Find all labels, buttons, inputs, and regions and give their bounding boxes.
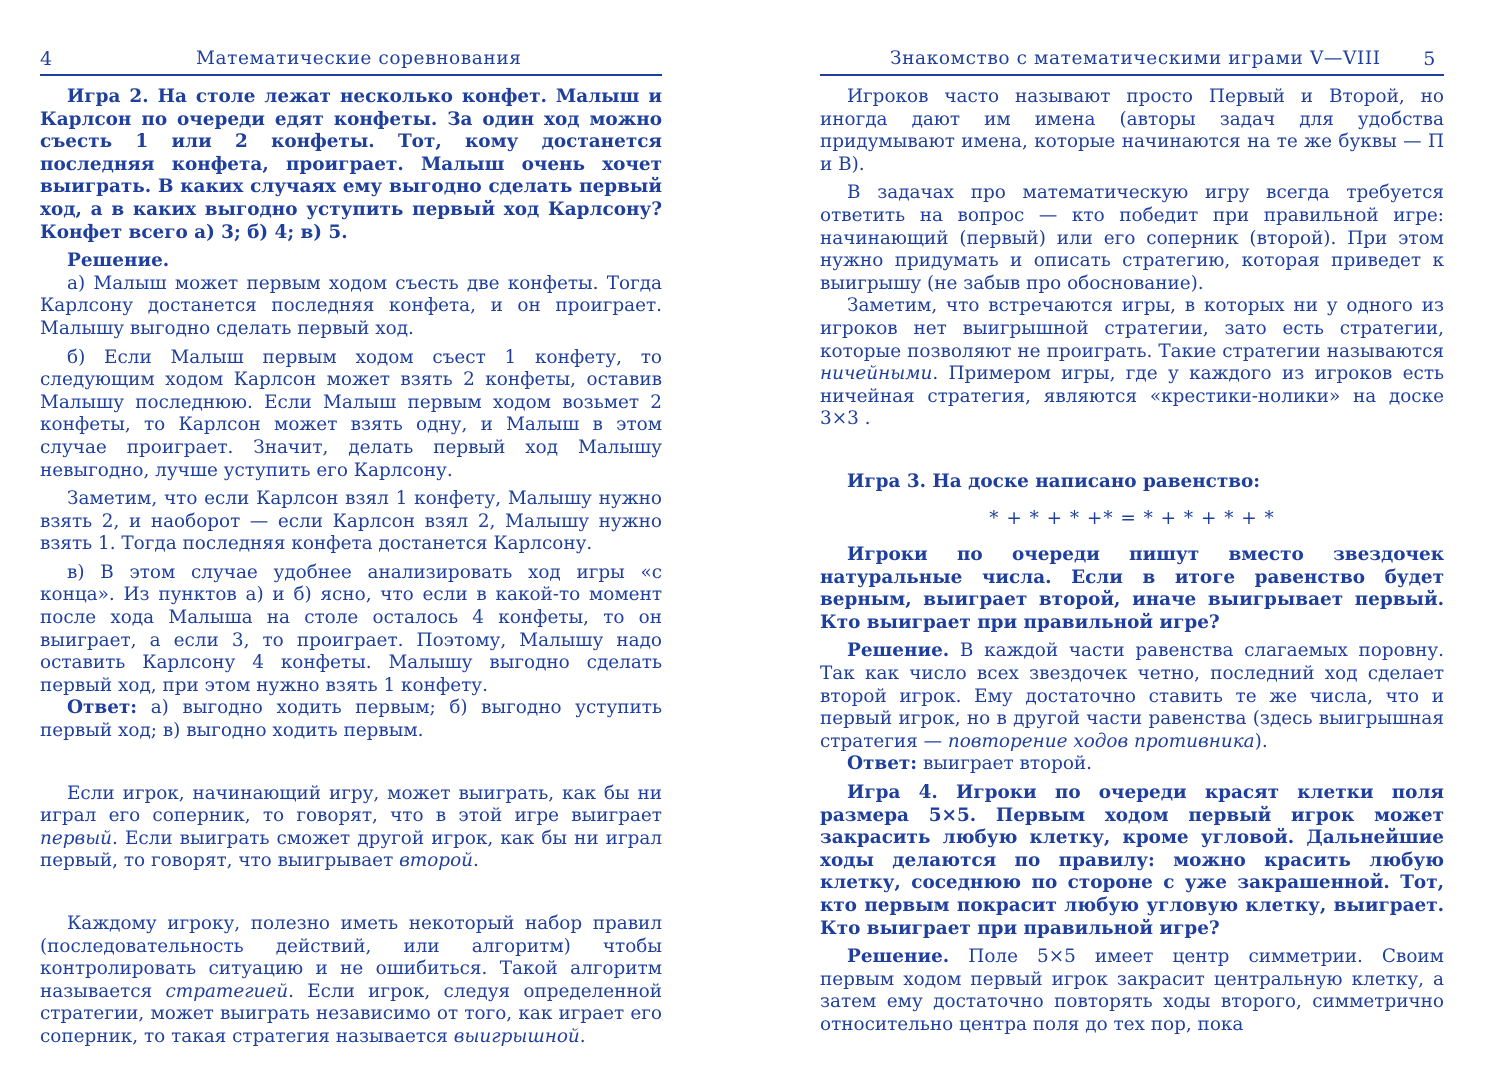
- game2-part-c: в) В этом случае удобнее анализировать ход игры «с конца». Из пунктов а) и б) ясно, что если в какой-то момент после хода Малыша на столе осталось 4 конфеты, то он выиграет, а если 3, то проиграет. Поэтому, Малышу надо оставить Карлсону 4 конфеты. Малышу выгодно сделать первый ход, при этом нужно взять 1 конфету.: [40, 561, 662, 696]
- para-first-second-text-1: Если игрок, начинающий игру, может выиграть, как бы ни играл его соперник, то говорят, что в этой игре выиграет: [40, 782, 662, 827]
- right-running-title: Знакомство с математическими играми V—VIII: [890, 48, 1381, 69]
- game2-part-a: а) Малыш может первым ходом съесть две конфеты. Тогда Карлсону достанется последняя конфета, и он проиграет. Малышу выгодно сделать первый ход.: [40, 272, 662, 339]
- para-first-second: [40, 783, 662, 873]
- para-first-second-text-3: .: [473, 850, 479, 872]
- term-repeat-moves: повторение ходов противника: [947, 730, 1255, 752]
- game3-answer: [820, 753, 1444, 776]
- game2-answer-text: а) выгодно ходить первым; б) выгодно уступить первый ход; в) выгодно ходить первым.: [40, 697, 662, 742]
- game3-answer-label: Ответ:: [847, 753, 918, 775]
- right-page-number: 5: [1423, 48, 1436, 70]
- game2-part-b: б) Если Малыш первым ходом съест 1 конфету, то следующим ходом Карлсон может взять 2 конфеты, оставив Малышу последнюю. Если Малыш первым ходом возьмет 2 конфеты, то Карлсон может взять одну, и Малыш в этом случае проиграет. Значит, делать первый ход Малышу невыгодно, лучше уступить его Карлсону.: [40, 346, 662, 481]
- game2-answer-label: Ответ:: [67, 697, 138, 719]
- left-running-title: Математические соревнования: [196, 48, 522, 69]
- term-first: первый: [40, 827, 113, 849]
- right-page-body: [820, 86, 1444, 1037]
- term-winning: выигрышной: [453, 1025, 580, 1047]
- para-draw-text-1: Заметим, что встречаются игры, в которых ни у одного из игроков нет выигрышной стратегии, зато есть стратегии, которые позволяют не проиграть. Такие стратегии называются: [820, 295, 1444, 362]
- left-running-head: [40, 46, 662, 76]
- game3-title: Игра 3. На доске написано равенство:: [847, 470, 1261, 492]
- game4-statement: Игра 4. Игроки по очереди красят клетки поля размера 5×5. Первым ходом первый игрок может закрасить любую клетку, кроме угловой. Дальнейшие ходы делаются по правилу: можно красить любую клетку, соседнюю по стороне с уже закрашенной. Тот, кто первым покрасит любую угловую клетку, выиграет. Кто выиграет при правильной игре?: [820, 782, 1444, 939]
- game3-answer-text: выиграет второй.: [917, 753, 1093, 775]
- right-page: [820, 0, 1444, 1080]
- para-player-names: Игроков часто называют просто Первый и Второй, но иногда дают им имена (авторы задач для удобства придумывают имена, которые начинаются на те же буквы — П и В).: [820, 86, 1444, 175]
- game3-statement: Игроки по очереди пишут вместо звездочек натуральные числа. Если в итоге равенство будет верным, выиграет второй, иначе выигрывает первый. Кто выиграет при правильной игре?: [820, 544, 1444, 633]
- game4-solution: [820, 946, 1444, 1036]
- para-strategy: [40, 913, 662, 1049]
- para-strategy-text-2: . Если игрок, следуя определенной стратегии, может выиграть независимо от того, как играет его соперник, то такая стратегия называется: [40, 980, 663, 1047]
- game3-formula: * + * + * +* = * + * + * + *: [989, 507, 1275, 529]
- game2-note: Заметим, что если Карлсон взял 1 конфету, Малышу нужно взять 2, и наоборот — если Карлсон взял 2, Малышу нужно взять 1. Тогда последняя конфета достанется Карлсону.: [40, 488, 662, 555]
- para-strategy-text-3: .: [579, 1025, 586, 1047]
- game3-solution-text-1: В каждой части равенства слагаемых поровну. Так как число всех звездочек четно, последний ход сделает второй игрок. Ему достаточно ставить те же числа, что и первый игрок, но в другой части равенства (здесь выигрышная стратегия —: [820, 640, 1444, 752]
- term-strategy: стратегией: [165, 980, 289, 1002]
- game4-solution-text: Поле 5×5 имеет центр симметрии. Своим первым ходом первый игрок закрасит центральную клетку, а затем ему достаточно повторять ходы второго, симметрично относительно центра поля до тех пор, пока: [820, 946, 1444, 1035]
- game2-answer: [40, 697, 662, 742]
- game3-solution-label: Решение.: [847, 640, 950, 662]
- term-second: второй: [399, 850, 473, 872]
- game2-statement: Игра 2. На столе лежат несколько конфет. Малыш и Карлсон по очереди едят конфеты. За один ход можно съесть 1 или 2 конфеты. Тот, кому достанется последняя конфета, проиграет. Малыш очень хочет выиграть. В каких случаях ему выгодно сделать первый ход, а в каких выгодно уступить первый ход Карлсону? Конфет всего а) 3; б) 4; в) 5.: [40, 86, 662, 243]
- para-draw-strategy: [820, 295, 1444, 431]
- term-draw: ничейными: [820, 363, 933, 385]
- right-running-head: [820, 46, 1444, 76]
- left-page-number: 4: [40, 48, 53, 70]
- game4-solution-label: Решение.: [847, 946, 950, 968]
- game3-solution: [820, 640, 1444, 753]
- para-strategy-text-1: Каждому игроку, полезно иметь некоторый набор правил (последовательность действий, или алгоритм) чтобы контролировать ситуацию и не ошибиться. Такой алгоритм называется: [40, 913, 662, 1002]
- game2-solution-label: Решение.: [67, 250, 170, 272]
- game3-solution-text-2: ).: [1254, 730, 1268, 752]
- para-draw-text-2: . Примером игры, где у каждого из игроков есть ничейная стратегия, являются «крестики-нолики» на доске 3×3 .: [820, 363, 1444, 430]
- para-game-task: В задачах про математическую игру всегда требуется ответить на вопрос — кто победит при правильной игре: начинающий (первый) или его соперник (второй). При этом нужно придумать и описать стратегию, которая приведет к выигрышу (не забыв про обоснование).: [820, 182, 1444, 294]
- left-page-body: [40, 86, 662, 1049]
- left-page: [40, 0, 662, 1080]
- para-first-second-text-2: . Если выиграть сможет другой игрок, как бы ни играл первый, то говорят, что выигрывает: [40, 827, 662, 872]
